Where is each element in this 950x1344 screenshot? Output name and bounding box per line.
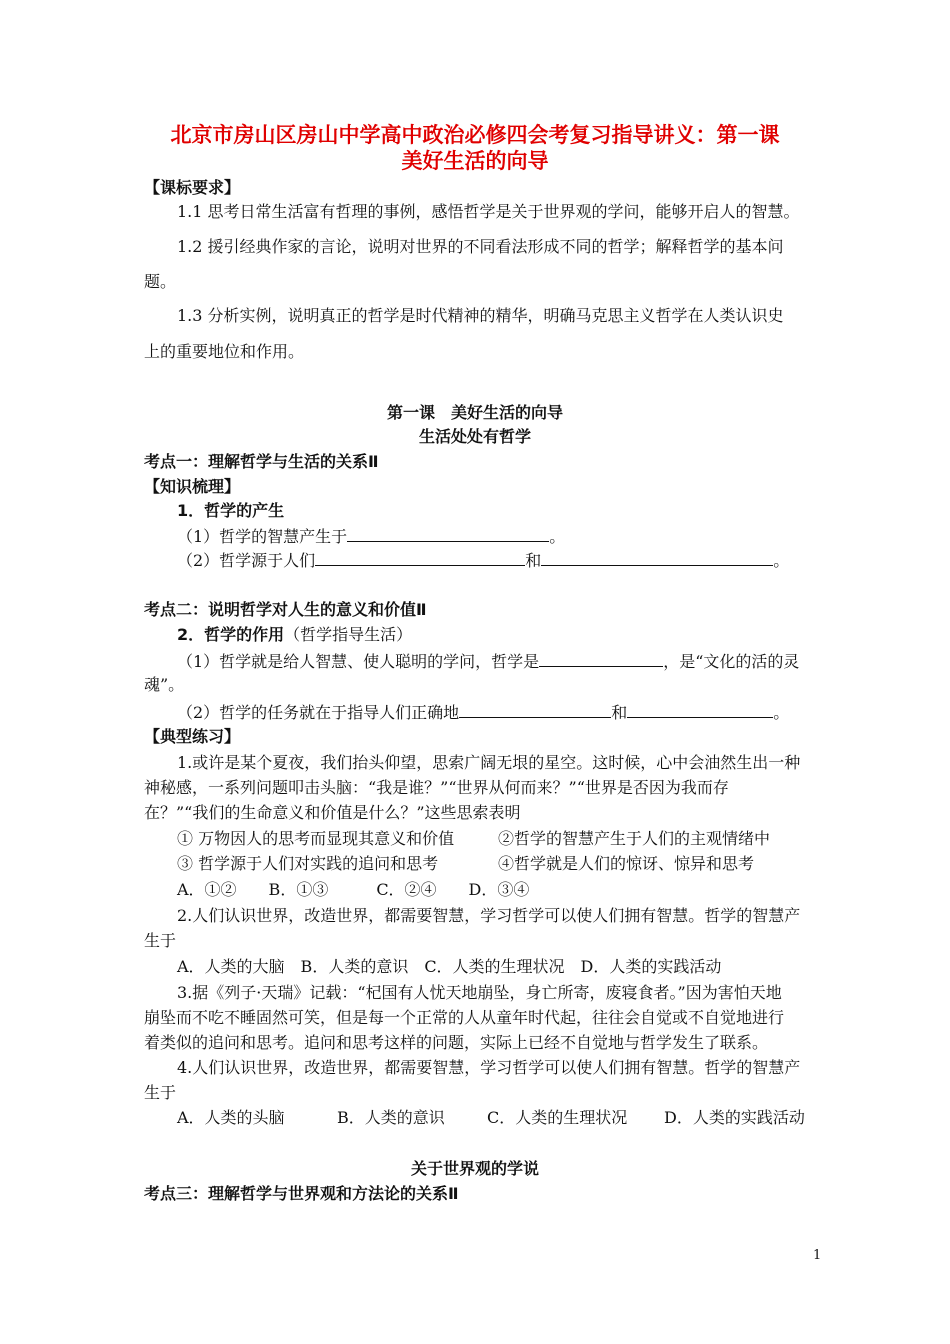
point2-question-1-cont: 魂”。 <box>144 675 185 694</box>
practice-3-line-2: 崩坠而不吃不睡固然可笑，但是每一个正常的人从童年时代起，往往会自觉或不自觉地进行 <box>144 1008 785 1027</box>
practice-4-line-1: 4.人们认识世界，改造世界，都需要智慧，学习哲学可以使人们拥有智慧。哲学的智慧产 <box>177 1058 801 1077</box>
point3-heading: 考点三：理解哲学与世界观和方法论的关系Ⅱ <box>144 1184 459 1203</box>
point1-question-1 <box>177 525 565 548</box>
point2-subheading-line <box>177 624 412 646</box>
section2-title: 关于世界观的学说 <box>410 1159 539 1178</box>
practice-4-choice-b: B．人类的意识 <box>337 1108 445 1127</box>
practice-1-option-1: ① 万物因人的思考而显现其意义和价值 <box>177 829 455 848</box>
practice-4-choice-d: D．人类的实践活动 <box>664 1108 805 1127</box>
point2-heading: 考点二：说明哲学对人生的意义和价值Ⅱ <box>144 600 427 619</box>
practice-4-choice-c: C．人类的生理状况 <box>487 1108 628 1127</box>
point1-heading: 考点一：理解哲学与生活的关系Ⅱ <box>144 452 379 471</box>
practice-2-line-1: 2.人们认识世界，改造世界，都需要智慧，学习哲学可以使人们拥有智慧。哲学的智慧产 <box>177 906 801 925</box>
point2-question-2 <box>177 701 789 724</box>
answer-blank[interactable] <box>459 701 611 718</box>
practice-heading: 【典型练习】 <box>144 727 241 746</box>
answer-blank[interactable] <box>627 701 773 718</box>
point2-question-1 <box>177 650 799 673</box>
document-title-line2: 美好生活的向导 <box>401 149 549 173</box>
knowledge-heading: 【知识梳理】 <box>144 477 241 496</box>
practice-4-choice-a: A．人类的头脑 <box>177 1108 285 1127</box>
practice-3-line-3: 着类似的追问和思考。追问和思考这样的问题，实际上已经不自觉地与哲学发生了联系。 <box>144 1033 769 1052</box>
question-text: 。 <box>773 703 790 722</box>
question-text: （2）哲学源于人们 <box>177 551 316 570</box>
question-text: 和 <box>611 703 628 722</box>
curriculum-item-1: 1.1 思考日常生活富有哲理的事例，感悟哲学是关于世界观的学问，能够开启人的智慧。 <box>177 202 800 221</box>
document-title-line1: 北京市房山区房山中学高中政治必修四会考复习指导讲义：第一课 <box>170 123 780 147</box>
curriculum-item-3b: 上的重要地位和作用。 <box>144 342 305 361</box>
point2-subheading: 2．哲学的作用 <box>177 625 285 644</box>
practice-1-option-3: ③ 哲学源于人们对实践的追问和思考 <box>177 854 439 873</box>
practice-4-line-2: 生于 <box>144 1083 177 1102</box>
point1-subheading: 1．哲学的产生 <box>177 501 285 520</box>
point2-subnote: （哲学指导生活） <box>284 625 413 644</box>
answer-blank[interactable] <box>541 549 773 566</box>
curriculum-item-2a: 1.2 援引经典作家的言论，说明对世界的不同看法形成不同的哲学；解释哲学的基本问 <box>177 237 784 256</box>
question-text: （2）哲学的任务就在于指导人们正确地 <box>177 703 460 722</box>
question-text: （1）哲学的智慧产生于 <box>177 527 348 546</box>
practice-2-line-2: 生于 <box>144 931 177 950</box>
practice-1-choices: A．①② B．①③ C．②④ D．③④ <box>177 880 530 899</box>
question-text: 。 <box>773 551 790 570</box>
practice-1-option-4: ④哲学就是人们的惊讶、惊异和思考 <box>498 854 755 873</box>
answer-blank[interactable] <box>539 650 663 667</box>
question-text: 。 <box>549 527 566 546</box>
practice-2-choices: A．人类的大脑 B．人类的意识 C．人类的生理状况 D．人类的实践活动 <box>177 957 722 976</box>
answer-blank[interactable] <box>315 549 525 566</box>
practice-1-line-1: 1.或许是某个夏夜，我们抬头仰望，思索广阔无垠的星空。这时候，心中会油然生出一种 <box>177 753 801 772</box>
curriculum-item-3a: 1.3 分析实例，说明真正的哲学是时代精神的精华，明确马克思主义哲学在人类认识史 <box>177 306 784 325</box>
curriculum-item-2b: 题。 <box>144 272 177 291</box>
question-text: 和 <box>525 551 542 570</box>
question-text: ，是“文化的活的灵 <box>663 652 800 671</box>
answer-blank[interactable] <box>347 525 549 542</box>
practice-1-line-3: 在？”“我们的生命意义和价值是什么？”这些思索表明 <box>144 803 521 822</box>
practice-1-option-2: ②哲学的智慧产生于人们的主观情绪中 <box>498 829 771 848</box>
curriculum-heading: 【课标要求】 <box>144 178 241 197</box>
practice-3-line-1: 3.据《列子·天瑞》记载：“杞国有人忧天地崩坠，身亡所寄，废寝食者。”因为害怕天地 <box>177 983 782 1002</box>
lesson-title: 第一课 美好生活的向导 <box>386 403 563 422</box>
point1-question-2 <box>177 549 789 572</box>
practice-1-line-2: 神秘感，一系列问题叩击头脑：“我是谁？”“世界从何而来？”“世界是否因为我而存 <box>144 778 729 797</box>
lesson-subtitle: 生活处处有哲学 <box>418 427 531 446</box>
page-number: 1 <box>813 1248 822 1263</box>
question-text: （1）哲学就是给人智慧、使人聪明的学问，哲学是 <box>177 652 540 671</box>
